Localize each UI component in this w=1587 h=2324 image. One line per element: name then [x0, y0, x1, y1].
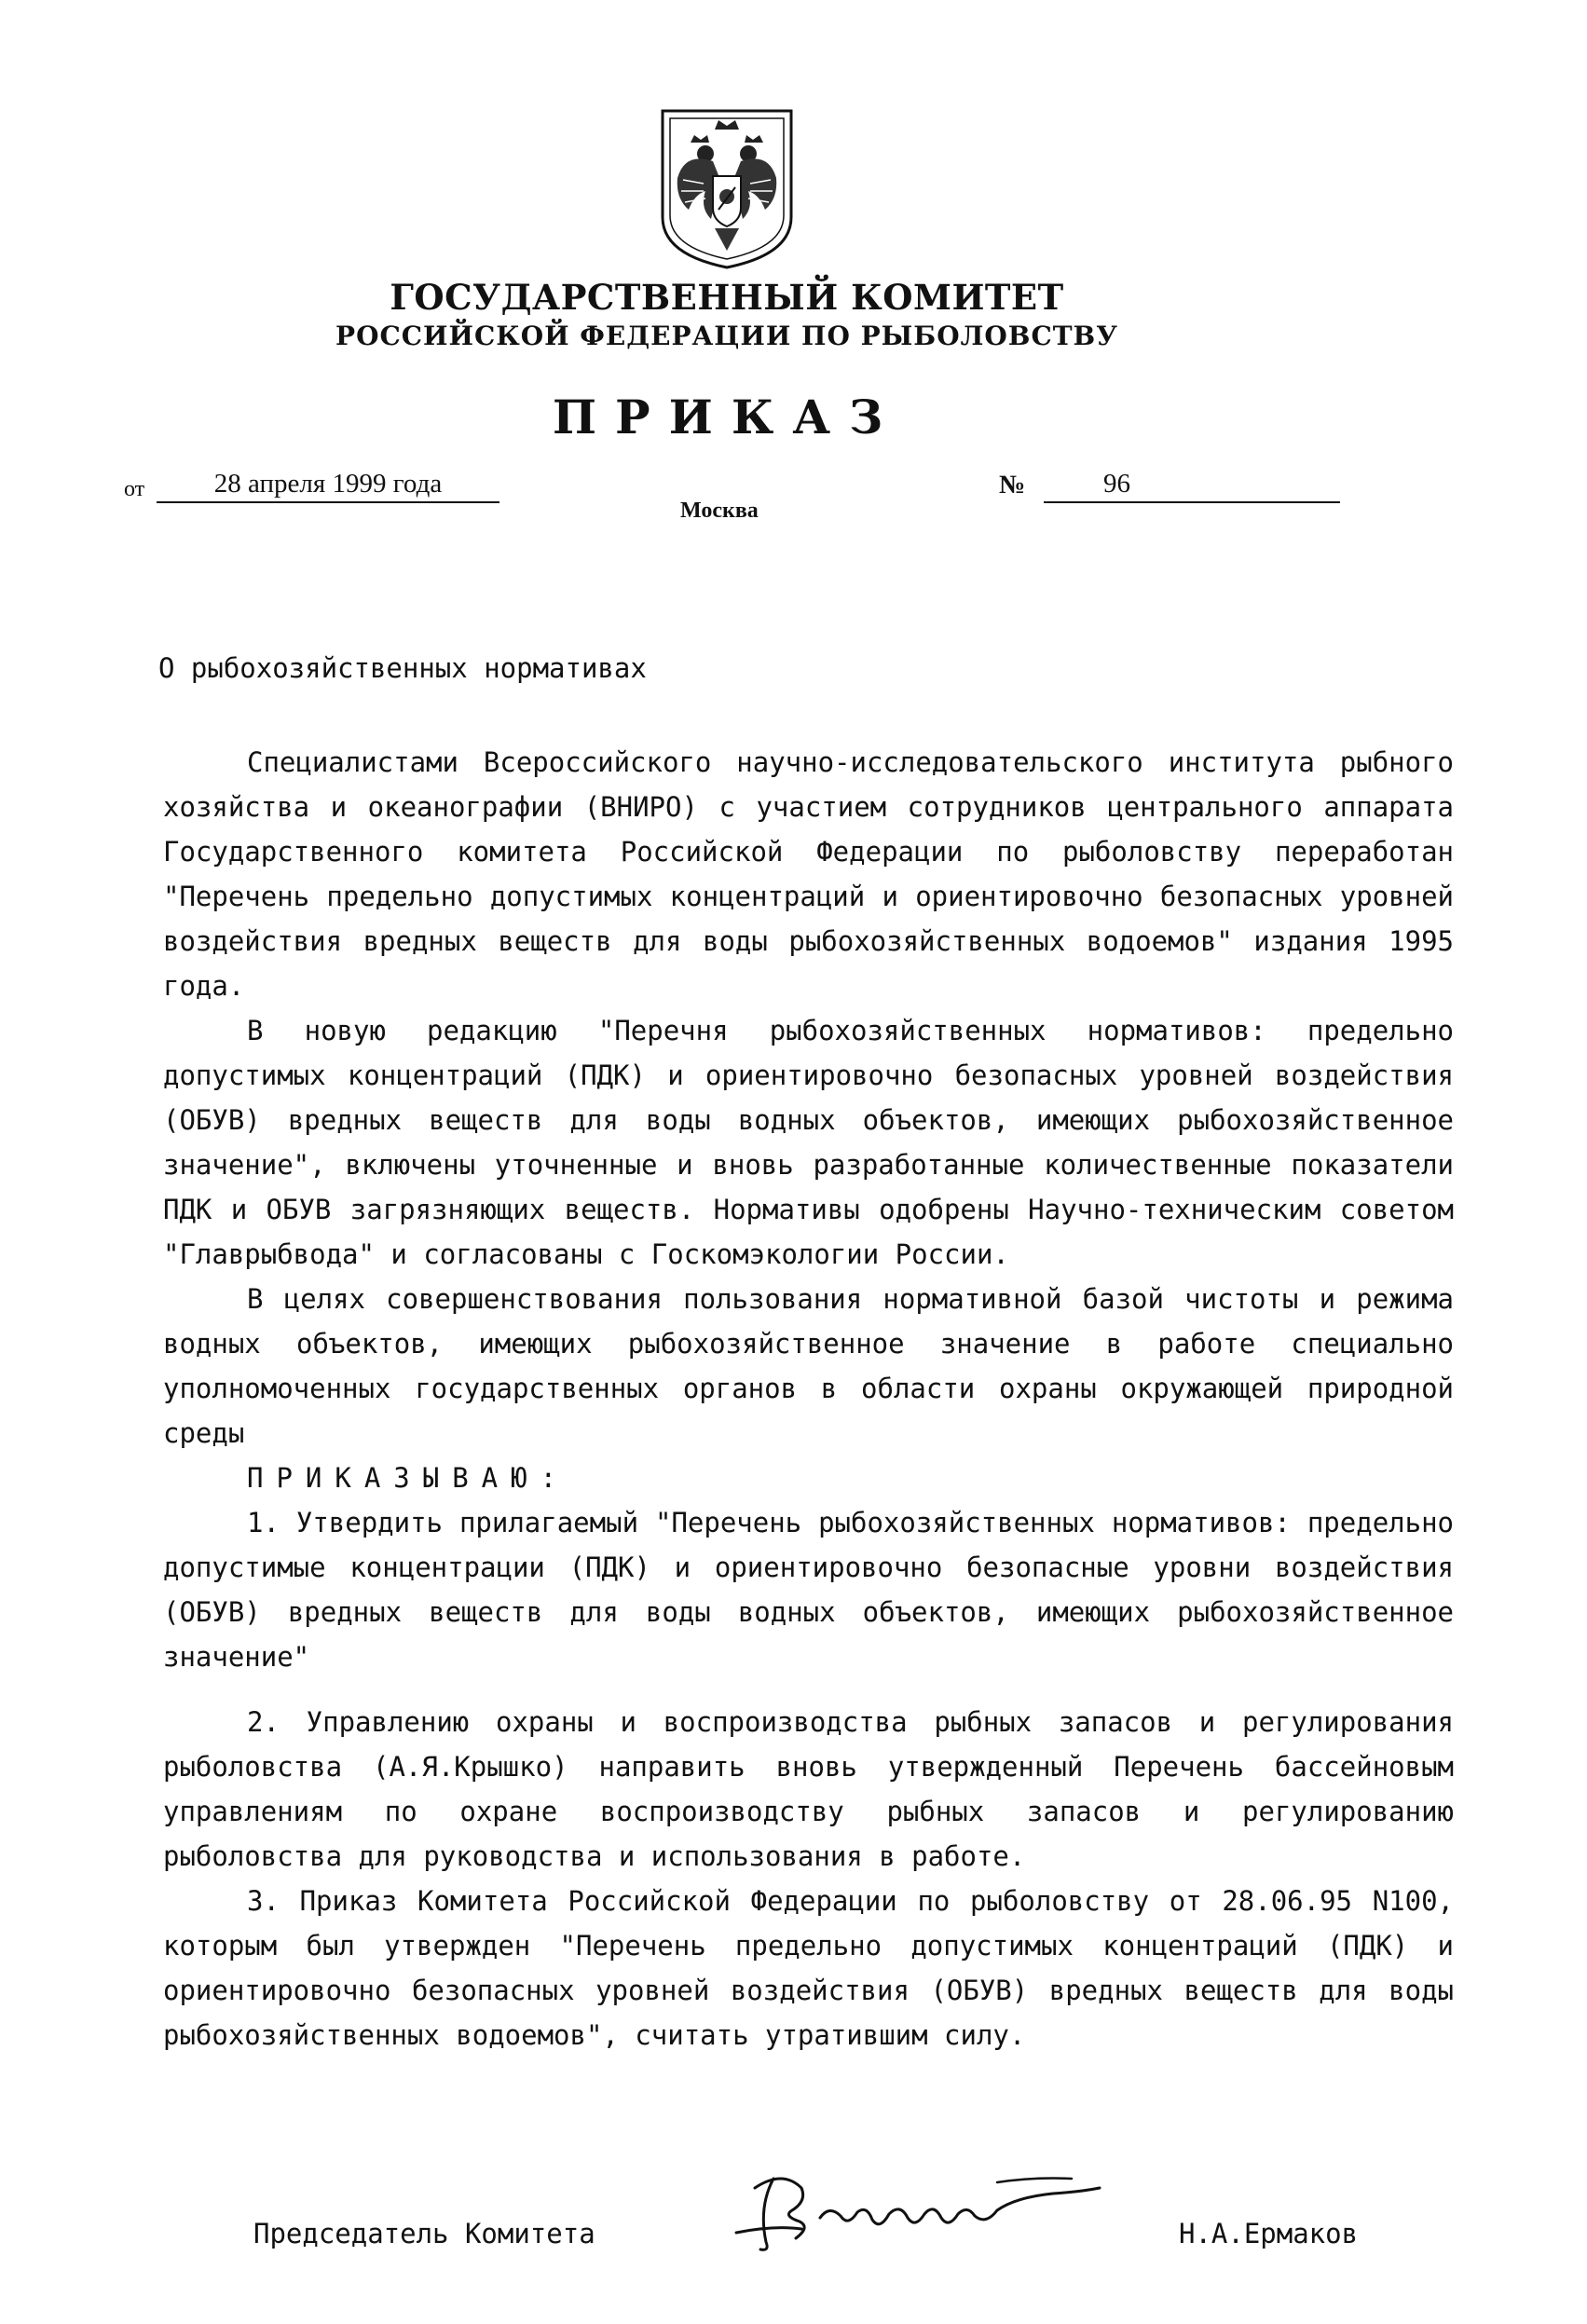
document-subject: О рыбохозяйственных нормативах: [158, 652, 647, 684]
body-paragraph: В новую редакцию "Перечня рыбохозяйственных нормативов: предельно допустимых концентраций (ПДК) и ориентировочно безопасных уровней воздействия (ОБУВ) вредных веществ для воды водных объектов, имеющих рыбохозяйственное значение", включены уточненные и вновь разработанные количественные показатели ПДК и ОБУВ загрязняющих веществ. Нормативы одобрены Научно-техническим советом "Главрыбвода" и согласованы с Госкомэкологии России.: [163, 1015, 1454, 1270]
order-word: ПРИКАЗЫВАЮ:: [247, 1462, 570, 1494]
organization-name-line1: ГОСУДАРСТВЕННЫЙ КОМИТЕТ: [390, 277, 1064, 318]
number-label: №: [999, 471, 1026, 499]
document-number: 96: [1044, 466, 1340, 503]
date-prefix: от: [124, 477, 145, 501]
order-item: 2. Управлению охраны и воспроизводства рыбных запасов и регулирования рыболовства (А.Я.Крышко) направить вновь утвержденный Перечень бассейновым управлениям по охране воспроизводству рыбных запасов и регулированию рыболовства для руководства и использования в работе.: [163, 1706, 1454, 1872]
body-paragraph: Специалистами Всероссийского научно-исследовательского института рыбного хозяйства и океанографии (ВНИРО) с участием сотрудников центрального аппарата Государственного комитета Российской Федерации по рыболовству переработан "Перечень предельно допустимых концентраций и ориентировочно безопасных уровней воздействия вредных веществ для воды рыбохозяйственных водоемов" издания 1995 года.: [163, 746, 1454, 1002]
coat-of-arms-emblem: [657, 105, 797, 271]
signatory-title: Председатель Комитета: [253, 2218, 595, 2249]
order-item: 1. Утвердить прилагаемый "Перечень рыбохозяйственных нормативов: предельно допустимые концентрации (ПДК) и ориентировочно безопасные уровни воздействия (ОБУВ) вредных веществ для воды водных объектов, имеющих рыбохозяйственное значение": [163, 1507, 1454, 1673]
handwritten-signature: [718, 2160, 1109, 2262]
document-date: 28 апреля 1999 года: [157, 466, 499, 503]
document-city: Москва: [680, 499, 759, 523]
organization-name-line2: РОССИЙСКОЙ ФЕДЕРАЦИИ ПО РЫБОЛОВСТВУ: [335, 321, 1118, 351]
signatory-name: Н.А.Ермаков: [1179, 2218, 1359, 2249]
order-item: 3. Приказ Комитета Российской Федерации по рыболовству от 28.06.95 N100, которым был утвержден "Перечень предельно допустимых концентраций (ПДК) и ориентировочно безопасных уровней воздействия (ОБУВ) вредных веществ для воды рыбохозяйственных водоемов", считать утратившим силу.: [163, 1885, 1454, 2051]
body-paragraph: В целях совершенствования пользования нормативной базой чистоты и режима водных объектов, имеющих рыбохозяйственное значение в работе специально уполномоченных государственных органов в области охраны окружающей природной среды: [163, 1283, 1454, 1449]
document-body: [163, 740, 1454, 2057]
document-type-title: ПРИКАЗ: [552, 390, 902, 444]
